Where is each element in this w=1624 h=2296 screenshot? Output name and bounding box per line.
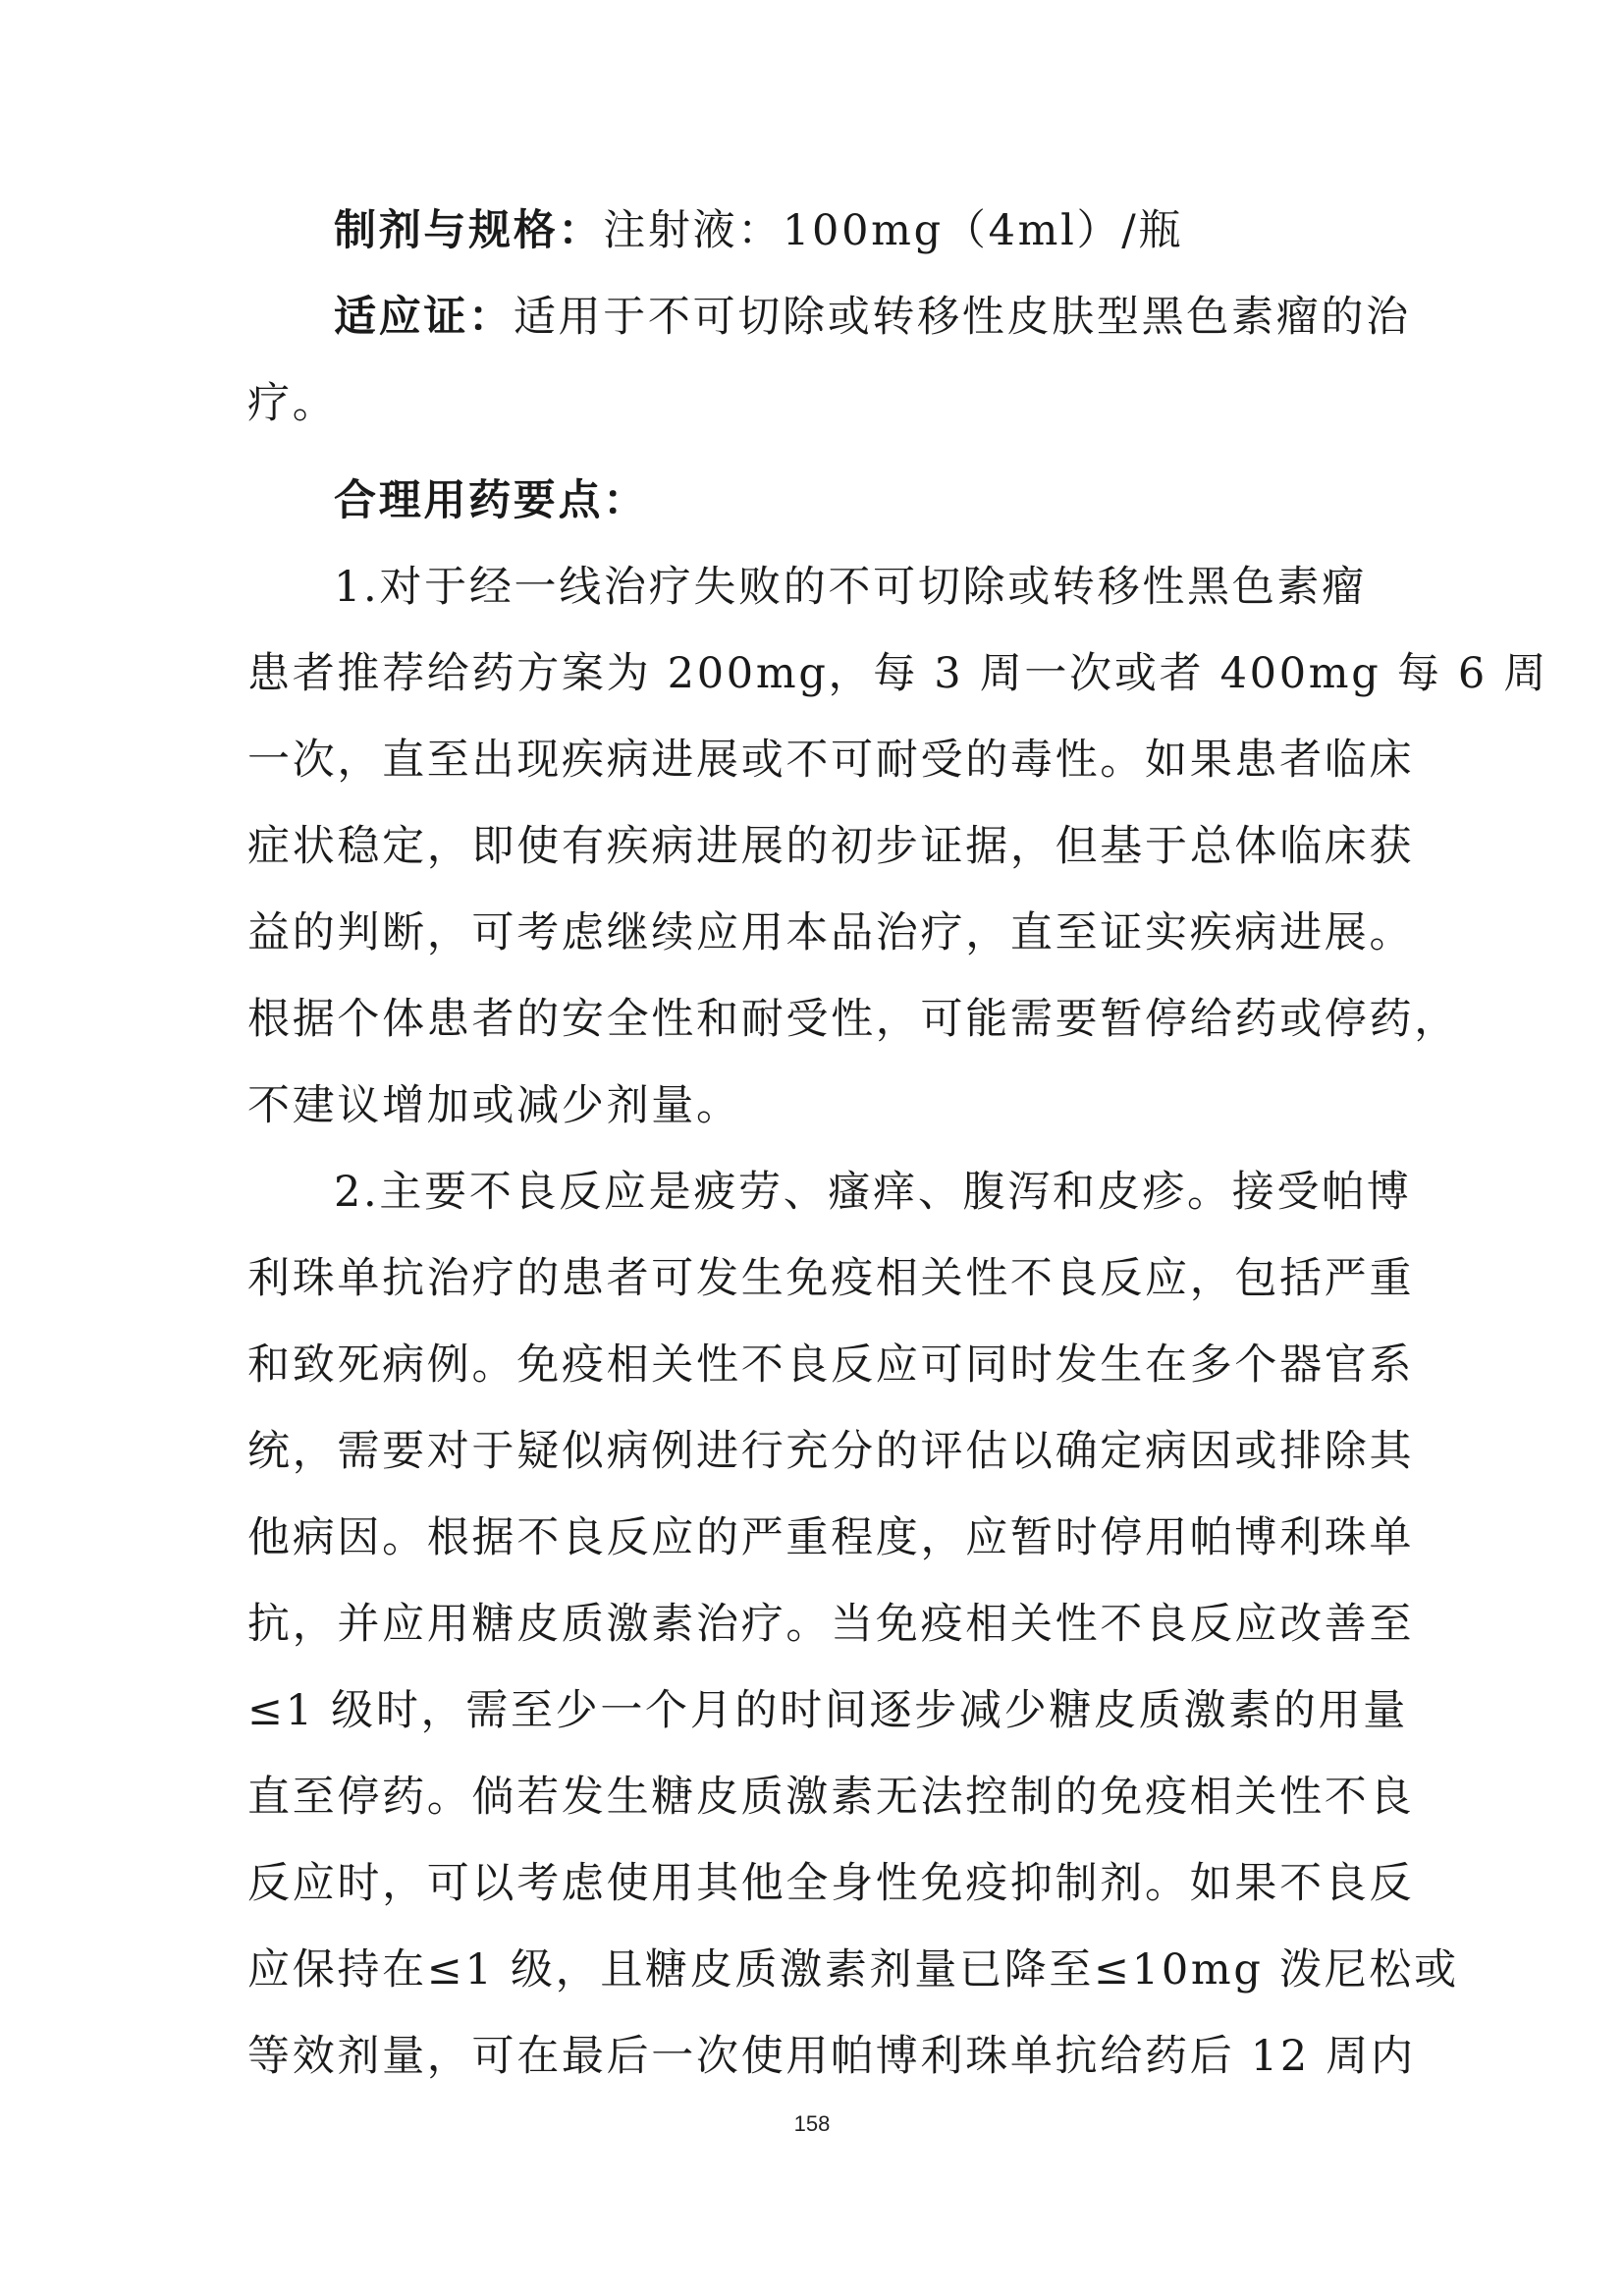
point-1-line	[247, 903, 1414, 962]
indication-text-2: 疗。	[247, 379, 338, 428]
point-2-line	[247, 1249, 1414, 1308]
indication-line-2	[247, 374, 337, 433]
point-1-line	[247, 1076, 741, 1135]
point-1-line	[247, 644, 1548, 703]
point-2-line	[247, 1681, 1408, 1740]
point-1-text: 根据个体患者的安全性和耐受性，可能需要暂停给药或停药，	[247, 995, 1459, 1044]
formulation-text: 注射液：100mg（4ml）/瓶	[603, 206, 1184, 255]
point-2-line	[247, 1768, 1414, 1827]
point-1-text: 益的判断，可考虑继续应用本品治疗，直至证实疾病进展。	[247, 908, 1415, 957]
point-2-text: 2.主要不良反应是疲劳、瘙痒、腹泻和皮疹。接受帕博	[334, 1168, 1412, 1217]
point-1-line	[247, 990, 1459, 1049]
formulation-line	[334, 201, 1183, 260]
point-1-line	[334, 558, 1367, 617]
point-2-text: 直至停药。倘若发生糖皮质激素无法控制的免疫相关性不良	[247, 1773, 1415, 1822]
point-2-line	[247, 1422, 1414, 1481]
point-1-line	[247, 817, 1414, 876]
point-2-line	[247, 2027, 1416, 2086]
point-1-text: 患者推荐给药方案为 200mg，每 3 周一次或者 400mg 每 6 周	[247, 649, 1549, 698]
point-1-text: 一次，直至出现疾病进展或不可耐受的毒性。如果患者临床	[247, 736, 1415, 785]
indication-line-1	[334, 288, 1411, 347]
point-2-text: 统，需要对于疑似病例进行充分的评估以确定病因或排除其	[247, 1427, 1415, 1476]
point-1-text: 症状稳定，即使有疾病进展的初步证据，但基于总体临床获	[247, 822, 1415, 871]
point-1-line	[247, 731, 1414, 790]
point-2-text: 抗，并应用糖皮质激素治疗。当免疫相关性不良反应改善至	[247, 1600, 1415, 1649]
point-2-text: 反应时，可以考虑使用其他全身性免疫抑制剂。如果不良反	[247, 1859, 1415, 1908]
point-2-text: 等效剂量，可在最后一次使用帕博利珠单抗给药后 12 周内	[247, 2032, 1416, 2081]
point-2-line	[334, 1163, 1412, 1222]
point-2-text: ≤1 级时，需至少一个月的时间逐步减少糖皮质激素的用量	[247, 1686, 1408, 1735]
key-points-heading-label: 合理用药要点：	[334, 476, 648, 525]
formulation-label: 制剂与规格：	[334, 206, 604, 255]
point-2-line	[247, 1854, 1414, 1913]
point-2-text: 应保持在≤1 级，且糖皮质激素剂量已降至≤10mg 泼尼松或	[247, 1945, 1459, 1995]
key-points-heading	[334, 471, 648, 530]
point-2-line	[247, 1508, 1414, 1567]
indication-text-1: 适用于不可切除或转移性皮肤型黑色素瘤的治	[513, 293, 1411, 342]
point-1-text: 不建议增加或减少剂量。	[247, 1081, 741, 1130]
point-2-text: 和致死病例。免疫相关性不良反应可同时发生在多个器官系	[247, 1340, 1415, 1390]
point-2-line	[247, 1336, 1414, 1394]
point-2-line	[247, 1941, 1459, 1999]
point-2-text: 他病因。根据不良反应的严重程度，应暂时停用帕博利珠单	[247, 1513, 1415, 1562]
page-number: 158	[793, 2111, 831, 2136]
point-2-line	[247, 1595, 1414, 1654]
point-2-text: 利珠单抗治疗的患者可发生免疫相关性不良反应，包括严重	[247, 1254, 1415, 1303]
indication-label: 适应证：	[334, 293, 514, 342]
point-1-text: 1.对于经一线治疗失败的不可切除或转移性黑色素瘤	[334, 563, 1367, 612]
